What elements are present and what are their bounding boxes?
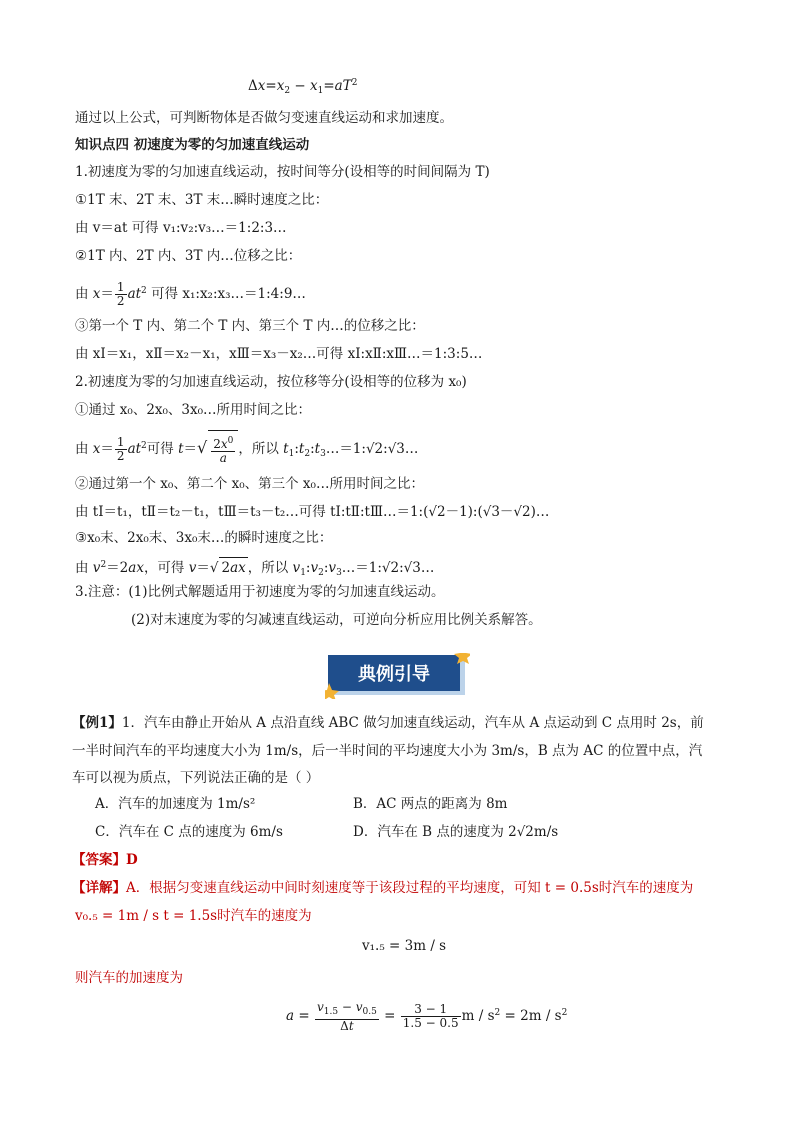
p2-2: ②通过第一个 x₀、第二个 x₀、第三个 x₀…所用时间之比： <box>75 476 424 492</box>
option-d: D．汽车在 B 点的速度为 2√2m/s <box>353 824 559 840</box>
section4-title: 知识点四 初速度为零的匀加速直线运动 <box>75 137 310 153</box>
p1-3-eq: 由 xⅠ＝x₁，xⅡ＝x₂－x₁，xⅢ＝x₃－x₂…可得 xⅠ:xⅡ:xⅢ…＝1:3:5… <box>75 346 483 362</box>
detail-eq2: a = $\frac{v_{1.5} - v_{0.5}}{\Delta t}$ = $\frac{3 - 1}{1.5 - 0.5}$ $m / s^2 = 2m / s^2$ <box>286 999 568 1033</box>
fraction-half: $\frac{1}{2}$ <box>116 280 125 308</box>
p2-1-eq: 由 x＝ $\frac{1}{2}$ $at^2$可得 t＝√ $\frac{2x^0}{a}$ ，所以 $t_1:t_2:t_3\dots=1:√2:√3\dots$ <box>75 428 418 472</box>
detail-eq1: v₁.₅ = 3m / s <box>362 938 447 954</box>
detail-label: 【详解】 <box>72 880 126 896</box>
p2-3-eq: 由 $v^2=2ax$，可得 v＝√ 2ax ，所以 $v_1:v_2:v_3\dots=1:√2:√3\dots$ <box>75 555 434 583</box>
p3: 3.注意：(1)比例式解题适用于初速度为零的匀加速直线运动。 <box>75 584 445 600</box>
formula-delta-x: $\Delta x=x_2 - x_1=aT^2$ <box>248 78 358 96</box>
p1-2: ②1T 内、2T 内、3T 内…位移之比： <box>75 248 302 264</box>
p2-3: ③x₀末、2x₀末、3x₀末…的瞬时速度之比： <box>75 530 333 546</box>
detail-line1: 【详解】A．根据匀变速直线运动中间时刻速度等于该段过程的平均速度，可知 t = 0.5s时汽车的速度为 <box>72 880 694 896</box>
p1-1: ①1T 末、2T 末、3T 末…瞬时速度之比： <box>75 192 329 208</box>
option-c: C．汽车在 C 点的速度为 6m/s <box>95 824 283 840</box>
p1-3: ③第一个 T 内、第二个 T 内、第三个 T 内…的位移之比： <box>75 318 425 334</box>
option-b: B．AC 两点的距离为 8m <box>353 796 508 812</box>
example-line1: 【例1】1．汽车由静止开始从 A 点沿直线 ABC 做匀加速直线运动，汽车从 A 点运动到 C 点用时 2s，前 <box>72 715 704 731</box>
banner-text: 典例引导 <box>358 664 430 685</box>
p1-2-eq: 由 x＝ $\frac{1}{2}$ $at^2$ 可得 x₁:x₂:x₃…＝1:4:9… <box>75 280 306 308</box>
p3-2: (2)对末速度为零的匀减速直线运动，可逆向分析应用比例关系解答。 <box>131 612 542 628</box>
p2-1: ①通过 x₀、2x₀、3x₀…所用时间之比： <box>75 402 312 418</box>
conclusion-text: 通过以上公式，可判断物体是否做匀变速直线运动和求加速度。 <box>75 110 453 126</box>
example-line2: 一半时间汽车的平均速度大小为 1m/s，后一半时间的平均速度大小为 3m/s，B 点为 AC 的位置中点，汽 <box>72 743 703 759</box>
example-banner <box>325 653 470 699</box>
detail-line2: v₀.₅ = 1m / s t = 1.5s时汽车的速度为 <box>75 908 312 924</box>
p2: 2.初速度为零的匀加速直线运动，按位移等分(设相等的位移为 x₀) <box>75 374 467 390</box>
example-label: 【例1】 <box>72 715 122 731</box>
p1-2-eq-post: 可得 x₁:x₂:x₃…＝1:4:9… <box>151 286 306 302</box>
detail-line3: 则汽车的加速度为 <box>75 970 183 986</box>
option-a: A．汽车的加速度为 1m/s² <box>95 796 256 812</box>
answer-label: 【答案】D <box>72 852 138 868</box>
p1: 1.初速度为零的匀加速直线运动，按时间等分(设相等的时间间隔为 T) <box>75 164 490 180</box>
p2-2-eq: 由 tⅠ＝t₁，tⅡ＝t₂－t₁，tⅢ＝t₃－t₂…可得 tⅠ:tⅡ:tⅢ…＝1:(√2－1):(√3－√2)… <box>75 504 550 520</box>
p1-1-eq: 由 v＝at 可得 v₁:v₂:v₃…＝1:2:3… <box>75 220 287 236</box>
example-line3: 车可以视为质点，下列说法正确的是（ ） <box>72 770 320 786</box>
